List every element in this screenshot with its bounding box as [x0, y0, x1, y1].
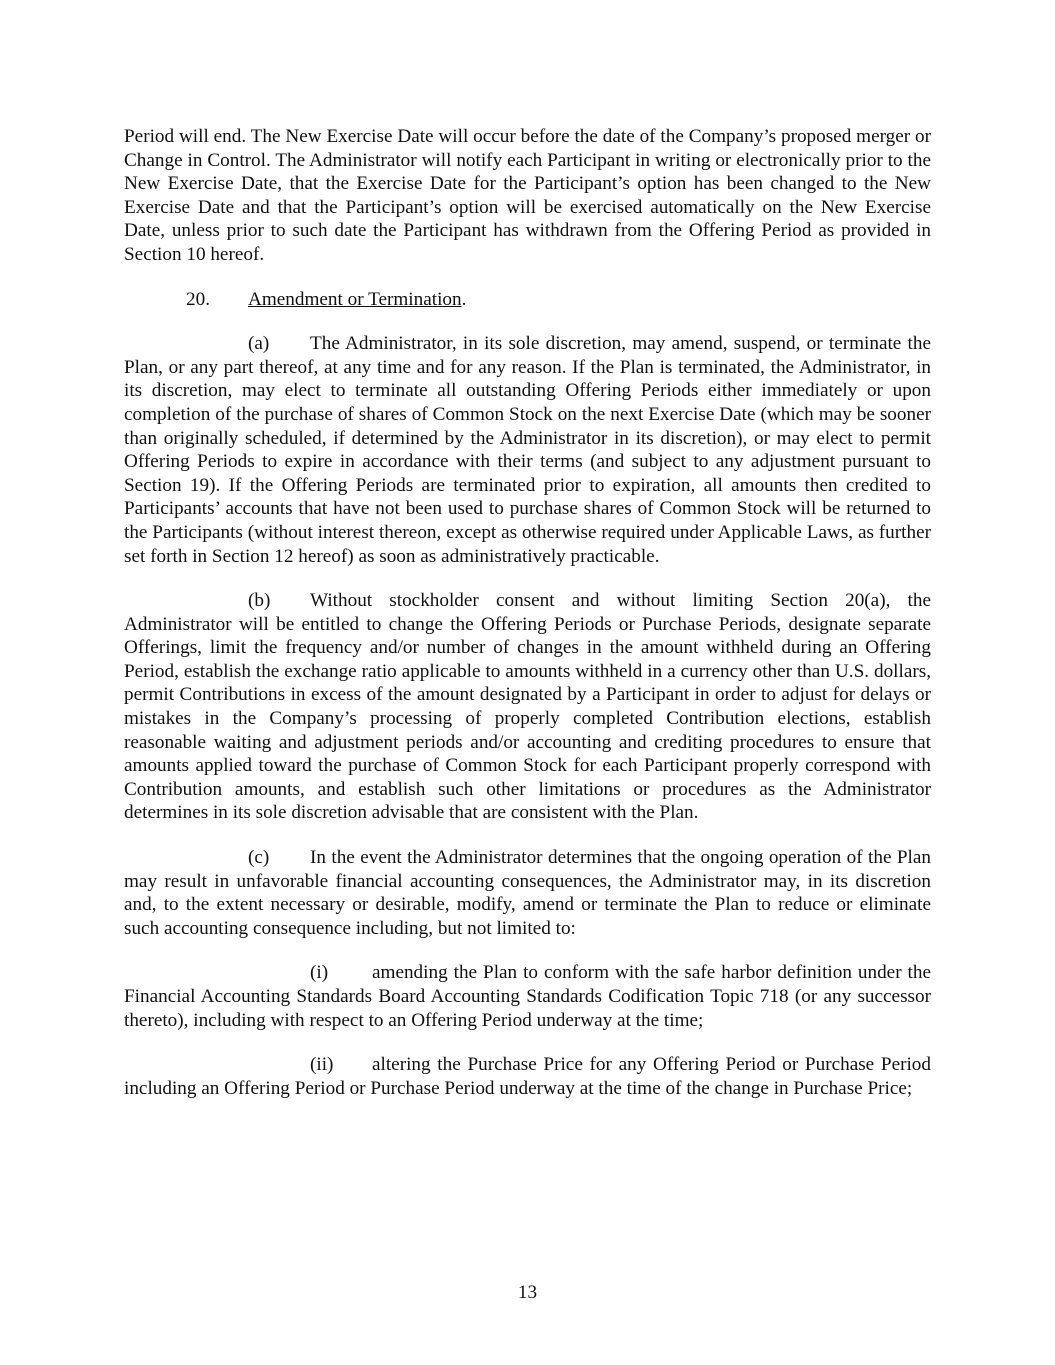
item-ii: [124, 1053, 931, 1100]
subsection-b: [124, 589, 931, 825]
subsection-text: The Administrator, in its sole discretion, may amend, suspend, or terminate the Plan, or any part thereof, at any time and for any reason. If the Plan is terminated, the Administrator, in its discretion, may elect to terminate all outstanding Offering Periods either immediately or upon completion of the purchase of shares of Common Stock on the next Exercise Date (which may be sooner than originally scheduled, if determined by the Administrator in its discretion), or may elect to permit Offering Periods to expire in accordance with their terms (and subject to any adjustment pursuant to Section 19). If the Offering Periods are terminated prior to expiration, all amounts then credited to Participants’ accounts that have not been used to purchase shares of Common Stock will be returned to the Participants (without interest thereon, except as otherwise required under Applicable Laws, as further set forth in Section 12 hereof) as soon as administratively practicable.: [124, 333, 931, 567]
subsection-a: [124, 332, 931, 568]
section-title: Amendment or Termination: [248, 288, 462, 310]
section-title-period: .: [461, 288, 467, 310]
item-i: [124, 961, 931, 1032]
section-heading: [124, 288, 931, 312]
subsection-c: [124, 846, 931, 940]
continuation-paragraph: Period will end. The New Exercise Date will occur before the date of the Company’s proposed merger or Change in Control. The Administrator will notify each Participant in writing or electronically prior to the New Exercise Date, that the Exercise Date for the Participant’s option has been changed to the New Exercise Date and that the Participant’s option will be exercised automatically on the New Exercise Date, unless prior to such date the Participant has withdrawn from the Offering Period as provided in Section 10 hereof.: [124, 126, 931, 265]
page-number: 13: [517, 1282, 538, 1303]
item-text: amending the Plan to conform with the safe harbor definition under the Financial Accounting Standards Board Accounting Standards Codification Topic 718 (or any successor thereto), including with respect to an Offering Period underway at the time;: [124, 962, 931, 1031]
page-body: [124, 125, 931, 1100]
section-number: 20.: [186, 288, 210, 310]
item-marker: (i): [310, 962, 329, 984]
subsection-marker: (c): [248, 847, 270, 869]
subsection-text: In the event the Administrator determines that the ongoing operation of the Plan may result in unfavorable financial accounting consequences, the Administrator may, in its discretion and, to the extent necessary or desirable, modify, amend or terminate the Plan to reduce or eliminate such accounting consequence including, but not limited to:: [124, 847, 931, 939]
subsection-text: Without stockholder consent and without limiting Section 20(a), the Administrator will be entitled to change the Offering Periods or Purchase Periods, designate separate Offerings, limit the frequency and/or number of changes in the amount withheld during an Offering Period, establish the exchange ratio applicable to amounts withheld in a currency other than U.S. dollars, permit Contributions in excess of the amount designated by a Participant in order to adjust for delays or mistakes in the Company’s processing of properly completed Contribution elections, establish reasonable waiting and adjustment periods and/or accounting and crediting procedures to ensure that amounts applied toward the purchase of Common Stock for each Participant properly correspond with Contribution amounts, and establish such other limitations or procedures as the Administrator determines in its sole discretion advisable that are consistent with the Plan.: [124, 590, 931, 824]
subsection-marker: (b): [248, 590, 271, 612]
subsection-marker: (a): [248, 333, 270, 355]
item-text: altering the Purchase Price for any Offering Period or Purchase Period including an Offering Period or Purchase Period underway at the time of the change in Purchase Price;: [124, 1054, 931, 1099]
item-marker: (ii): [310, 1054, 334, 1076]
